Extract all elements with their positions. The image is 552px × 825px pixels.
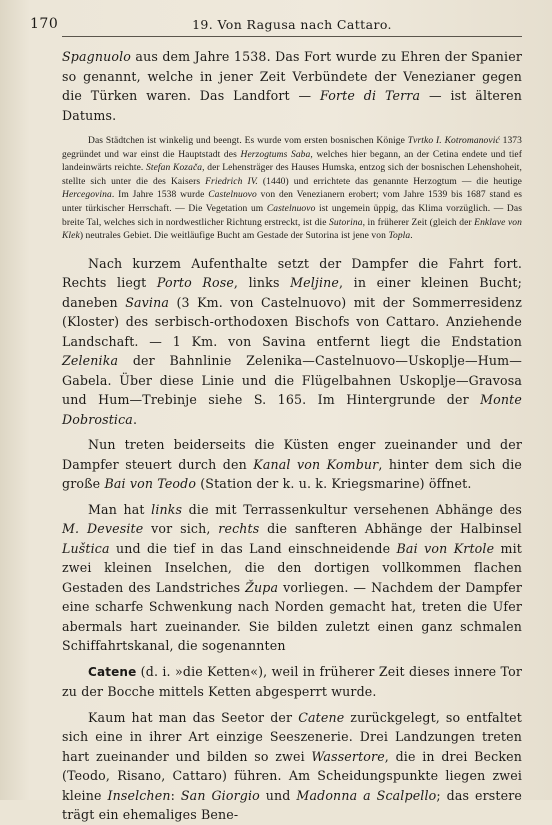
paragraph-5: Man hat links die mit Terrassenkultur versehenen Abhänge des M. Devesite vor sich, rechts die sanfteren Abhänge der Halbinsel Luštica und die tief in das Land einschneidende Bai von Krtole mit zwei kleinen Inselchen, die den dortigen vollkommen flachen Gestaden des Landstriches Župa vorliegen. — Nachdem der Dampfer eine scharfe Schwenkung nach Norden gemacht hat, treten die Ufer abermals hart zueinander. Sie bilden zuletzt einen ganz schmalen Schiffahrtskanal, die sogenannten	[62, 501, 522, 654]
paragraph-1: Spagnuolo aus dem Jahre 1538. Das Fort wurde zu Ehren der Spanier so genannt, welche in jener Zeit Verbündete der Venezianer gegen die Türken waren. Das Landfort — Forte di Terra — ist älteren Datums.	[62, 49, 522, 123]
paragraph-3: Nach kurzem Aufenthalte setzt der Dampfer die Fahrt fort. Rechts liegt Porto Rose, links Meljine, in einer kleinen Bucht; daneben Savina (3 Km. von Castelnuovo) mit der Sommerresidenz (Kloster) des serbisch-orthodoxen Bischofs von Cattaro. Anziehende Landschaft. — 1 Km. von Savina entfernt liegt die Endstation Zelenika der Bahnlinie Zelenika—Castelnuovo—Uskoplje—Hum—Gabela. Über diese Linie und die Flügelbahnen Uskoplje—Gravosa und Hum—Trebinje siehe S. 165. Im Hintergrunde der Monte Dobrostica.	[62, 255, 522, 427]
page-number: 170	[30, 16, 59, 32]
running-head: 19. Von Ragusa nach Cattaro.	[192, 17, 392, 32]
paragraph-6-catene: Catene (d. i. »die Ketten«), weil in früherer Zeit dieses innere Tor zu der Bocche mittels Ketten abgesperrt wurde.	[62, 663, 522, 700]
page-header	[30, 14, 522, 37]
paragraph-7: Kaum hat man das Seetor der Catene zurückgelegt, so entfaltet sich eine in ihrer Art einzige Seeszenerie. Drei Landzungen treten hart zueinander und bilden so zwei Wassertore, die in drei Becken (Teodo, Risano, Cattaro) führen. Am Scheidungspunkte liegen zwei kleine Inselchen: San Giorgio und Madonna a Scalpello; das erstere trägt ein ehemaliges Bene-	[62, 709, 523, 823]
paragraph-4: Nun treten beiderseits die Küsten enger zueinander und der Dampfer steuert durch den Kanal von Kombur, hinter dem sich die große Bai von Teodo (Station der k. u. k. Kriegsmarine) öffnet.	[62, 437, 522, 492]
paragraph-2-smallprint: Das Städtchen ist winkelig und beengt. Es wurde vom ersten bosnischen Könige Tvrtko I. Kotromanović 1373 gegründet und war einst die Hauptstadt des Herzogtums Saba, welches hier begann, an der Cetina endete und tief landeinwärts reichte. Stefan Kozača, der Lehensträger des Hauses Humska, entzog sich der bosnischen Lehenshoheit, stellte sich unter die des Kaisers Friedrich IV. (1440) und errichtete das genannte Herzogtum — die heutige Hercegovina. Im Jahre 1538 wurde Castelnuovo von den Venezianern erobert; vom Jahre 1539 bis 1687 stand es unter türkischer Herrschaft. — Die Vegetation um Castelnuovo ist ungemein üppig, das Klima vorzüglich. — Das breite Tal, welches sich in nordwestlicher Richtung erstreckt, ist die Sutorina, in früherer Zeit (gleich der Enklave von Klek) neutrales Gebiet. Die weitläufige Bucht am Gestade der Sutorina ist jene von Topla.	[62, 136, 523, 242]
page-body	[62, 47, 522, 825]
